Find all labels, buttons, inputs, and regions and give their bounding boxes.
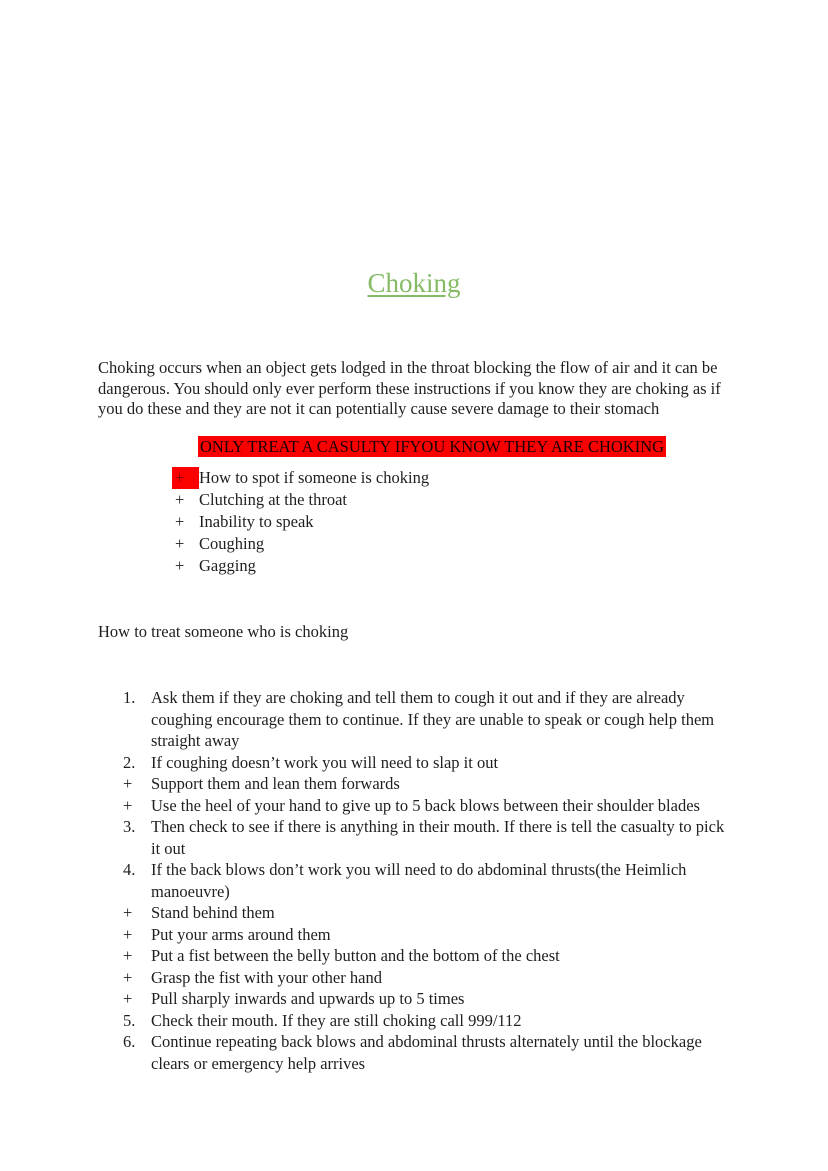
plus-bullet: + (175, 534, 185, 553)
list-marker: + (123, 774, 133, 793)
list-item (98, 924, 730, 946)
list-item (98, 902, 730, 924)
list-item (98, 1031, 730, 1074)
page-title: Choking (367, 268, 461, 298)
list-item-text: Pull sharply inwards and upwards up to 5 times (151, 989, 465, 1008)
list-item (98, 859, 730, 902)
warning-banner-row (98, 436, 730, 458)
list-item-text: Continue repeating back blows and abdominal thrusts alternately until the blockage clears or emergency help arrives (151, 1032, 702, 1073)
list-item-text: Inability to speak (199, 512, 314, 531)
list-item (98, 467, 730, 489)
list-item-text: Ask them if they are choking and tell them to cough it out and if they are already coughing encourage them to continue. If they are unable to speak or cough help them straight away (151, 688, 715, 750)
list-marker: 6. (123, 1032, 136, 1051)
list-item (98, 1010, 730, 1032)
list-item-text: Put a fist between the belly button and the bottom of the chest (151, 946, 560, 965)
plus-bullet: + (175, 512, 185, 531)
spot-heading: How to spot if someone is choking (199, 468, 430, 487)
list-marker: + (123, 946, 133, 965)
plus-bullet: + (175, 490, 185, 509)
list-marker: + (123, 903, 133, 922)
list-marker: 3. (123, 817, 136, 836)
list-item (98, 687, 730, 752)
list-item (98, 816, 730, 859)
list-marker: + (123, 795, 133, 815)
list-marker: + (123, 924, 133, 944)
list-item (98, 945, 730, 967)
list-marker: + (123, 989, 133, 1008)
intro-paragraph: Choking occurs when an object gets lodged in the throat blocking the flow of air and it can be dangerous. You should only ever perform these instructions if you know they are choking as if you do these and they are not it can potentially cause severe damage to their stomach (98, 358, 721, 418)
list-item-text: If the back blows don’t work you will need to do abdominal thrusts(the Heimlich manoeuvre) (151, 860, 687, 901)
list-item (98, 533, 730, 555)
list-item (98, 511, 730, 533)
list-item (98, 489, 730, 511)
list-item (98, 988, 730, 1010)
list-item (98, 967, 730, 989)
list-marker: 4. (123, 860, 136, 879)
list-item-text: Check their mouth. If they are still choking call 999/112 (151, 1010, 522, 1030)
list-item (98, 555, 730, 577)
plus-bullet: + (175, 556, 185, 575)
list-marker: 2. (123, 752, 136, 772)
treat-heading: How to treat someone who is choking (98, 622, 349, 641)
list-item-text: Clutching at the throat (199, 490, 348, 509)
list-item-text: If coughing doesn’t work you will need to slap it out (151, 752, 499, 772)
warning-banner: ONLY TREAT A CASULTY IFYOU KNOW THEY ARE CHOKING (200, 437, 665, 456)
list-item-text: Gagging (199, 556, 256, 575)
list-item-text: Stand behind them (151, 903, 275, 922)
list-item-text: Support them and lean them forwards (151, 774, 400, 793)
list-item-text: Coughing (199, 534, 265, 553)
list-item (98, 795, 730, 817)
list-item-text: Then check to see if there is anything in their mouth. If there is tell the casualty to pick it out (151, 817, 725, 858)
list-item-text: Use the heel of your hand to give up to 5 back blows between their shoulder blades (151, 795, 700, 815)
highlighted-plus-bullet: + (172, 467, 199, 489)
list-marker: + (123, 967, 133, 987)
list-marker: 5. (123, 1010, 136, 1030)
list-item (98, 752, 730, 774)
spot-section (98, 467, 730, 577)
list-item-text: Grasp the fist with your other hand (151, 967, 382, 987)
list-item-text: Put your arms around them (151, 924, 331, 944)
list-item (98, 773, 730, 795)
list-marker: 1. (123, 688, 136, 707)
title-row (98, 266, 730, 300)
treat-section (98, 687, 730, 1074)
